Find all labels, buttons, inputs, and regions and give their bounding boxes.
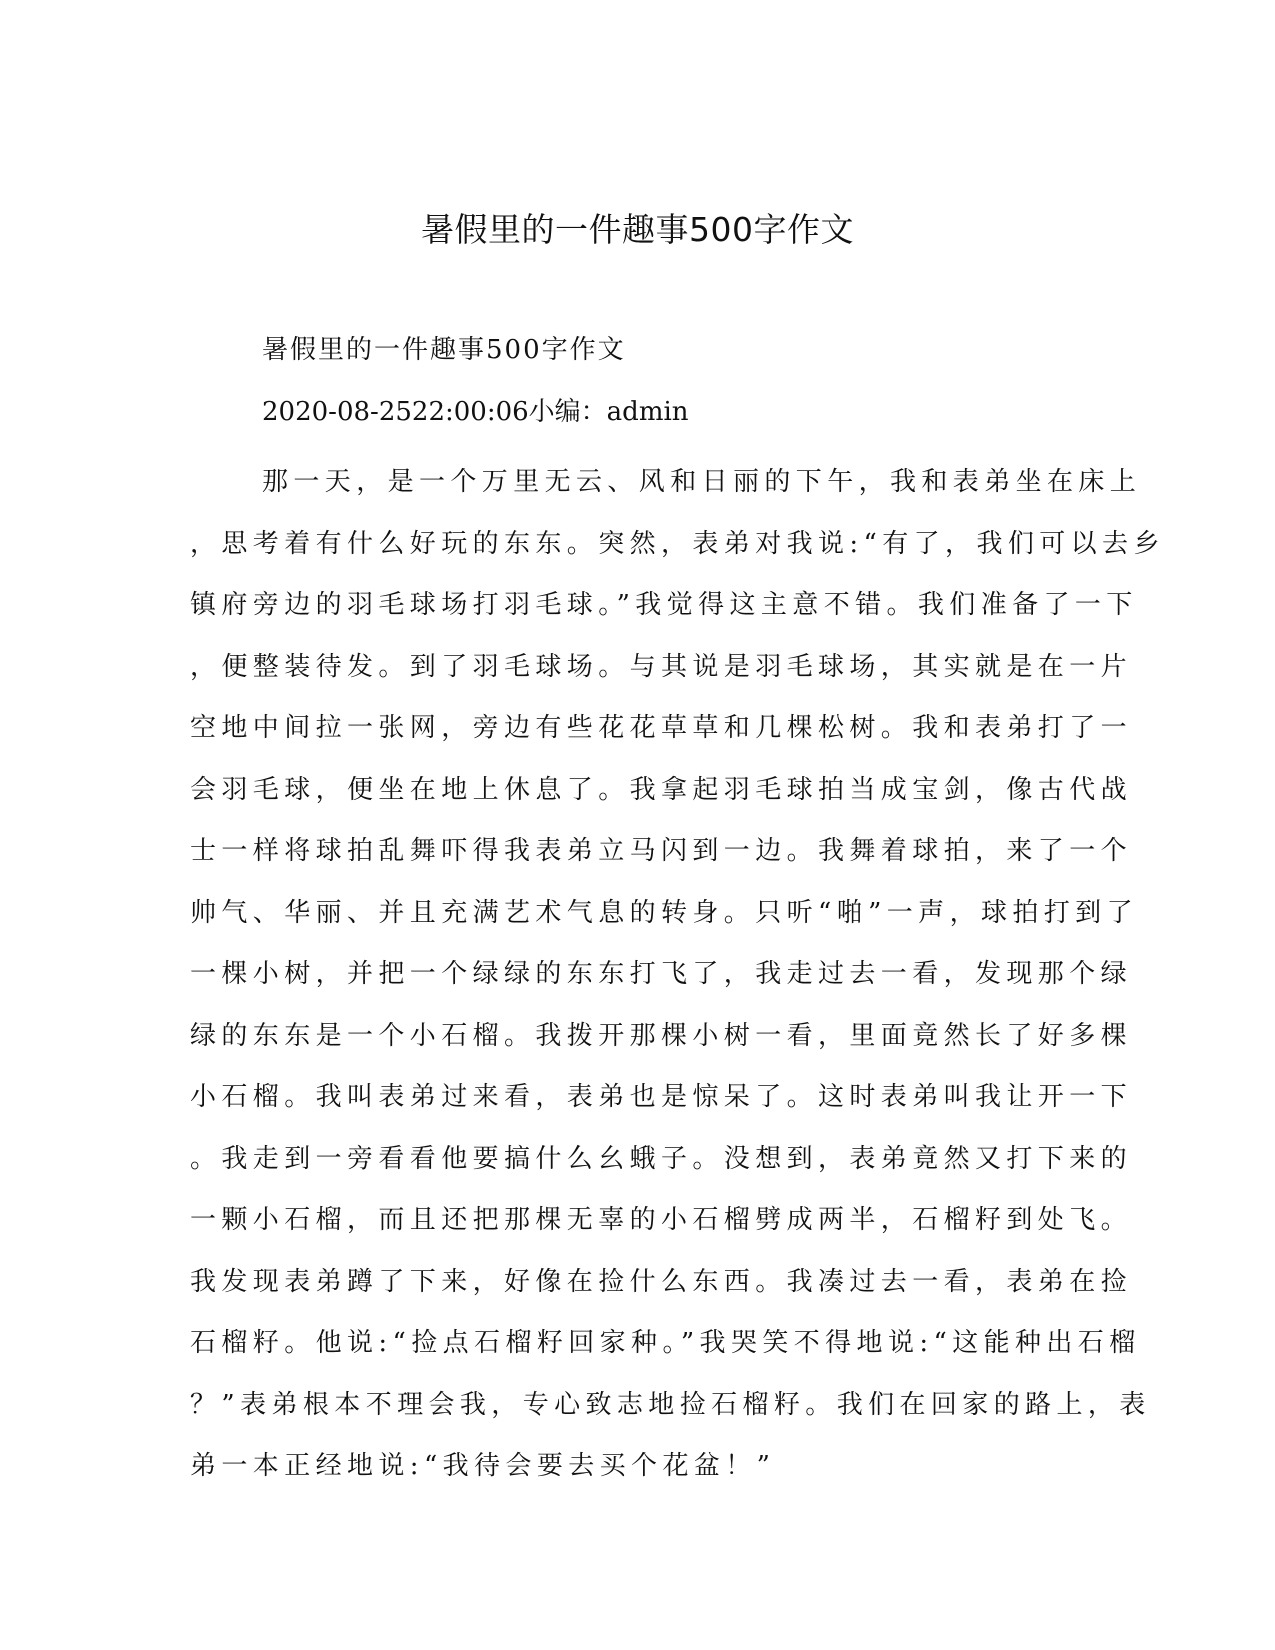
- body-line: 空地中间拉一张网，旁边有些花花草草和几棵松树。我和表弟打了一: [190, 713, 1133, 743]
- body-line: 那一天，是一个万里无云、风和日丽的下午，我和表弟坐在床上: [262, 467, 1142, 497]
- body-line: 石榴籽。他说:“捡点石榴籽回家种。”我哭笑不得地说:“这能种出石榴: [190, 1328, 1141, 1358]
- article-body: [190, 452, 1165, 1498]
- article-meta: 2020-08-2522:00:06小编：admin: [262, 397, 689, 427]
- body-line: 士一样将球拍乱舞吓得我表弟立马闪到一边。我舞着球拍，来了一个: [190, 836, 1133, 866]
- body-line: 帅气、华丽、并且充满艺术气息的转身。只听“啪”一声，球拍打到了: [190, 897, 1138, 928]
- body-line: ，思考着有什么好玩的东东。突然，表弟对我说:“有了，我们可以去乡: [190, 528, 1165, 559]
- body-line: 镇府旁边的羽毛球场打羽毛球。”我觉得这主意不错。我们准备了一下: [190, 590, 1138, 620]
- article-subtitle: 暑假里的一件趣事500字作文: [262, 335, 626, 365]
- body-line: 弟一本正经地说:“我待会要去买个花盆！”: [190, 1451, 776, 1481]
- body-line: 小石榴。我叫表弟过来看，表弟也是惊呆了。这时表弟叫我让开一下: [190, 1082, 1133, 1112]
- body-line: ，便整装待发。到了羽毛球场。与其说是羽毛球场，其实就是在一片: [190, 651, 1133, 682]
- body-line: 我发现表弟蹲了下来，好像在捡什么东西。我凑过去一看，表弟在捡: [190, 1266, 1133, 1297]
- body-line: 绿的东东是一个小石榴。我拨开那棵小树一看，里面竟然长了好多棵: [190, 1020, 1133, 1051]
- body-line: 一颗小石榴，而且还把那棵无辜的小石榴劈成两半，石榴籽到处飞。: [190, 1205, 1133, 1235]
- body-line: 一棵小树，并把一个绿绿的东东打飞了，我走过去一看，发现那个绿: [190, 959, 1133, 989]
- document-title: 暑假里的一件趣事500字作文: [421, 210, 854, 249]
- body-line: 。我走到一旁看看他要搞什么幺蛾子。没想到，表弟竟然又打下来的: [190, 1143, 1133, 1174]
- body-line: ？”表弟根本不理会我，专心致志地捡石榴籽。我们在回家的路上，表: [190, 1389, 1151, 1420]
- body-line: 会羽毛球，便坐在地上休息了。我拿起羽毛球拍当成宝剑，像古代战: [190, 774, 1133, 805]
